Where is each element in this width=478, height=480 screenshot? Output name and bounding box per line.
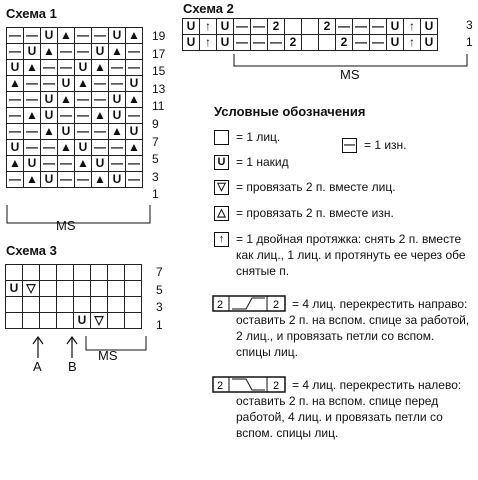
scheme1-cell: — <box>58 108 75 124</box>
scheme1-cell: U <box>7 140 24 156</box>
scheme3-cell <box>125 281 142 297</box>
scheme1-row <box>7 156 143 172</box>
scheme3-row-number: 7 <box>156 265 163 279</box>
k2tog-icon: ▽ <box>214 180 229 195</box>
scheme3-label-a: A <box>33 359 42 374</box>
scheme1-row <box>7 28 143 44</box>
scheme1-cell: ▲ <box>109 124 126 140</box>
scheme1-row-number: 3 <box>152 169 159 184</box>
scheme1-cell: U <box>75 60 92 76</box>
legend-k2tog: = провязать 2 п. вместе лиц. <box>236 180 396 194</box>
scheme2-cell: — <box>234 19 251 35</box>
scheme1-cell: ▲ <box>58 28 75 44</box>
scheme1-grid <box>6 27 143 188</box>
scheme3-ms-label: MS <box>98 348 118 363</box>
scheme2-row <box>183 35 438 51</box>
p2tog-icon: △ <box>214 206 229 221</box>
scheme1-cell: ▲ <box>24 60 41 76</box>
legend-double-decrease: = 1 двойная протяжка: снять 2 п. вместе как лиц., 1 лиц. и протянуть ее через обе снятые п. <box>236 232 466 278</box>
scheme2-cell: 2 <box>285 35 302 51</box>
scheme3-cell <box>23 297 40 313</box>
scheme3-cell <box>57 297 74 313</box>
scheme2-cell: U <box>183 35 200 51</box>
scheme2-cell: U <box>421 35 438 51</box>
scheme2-cell: — <box>353 35 370 51</box>
scheme2-cell: ↑ <box>404 19 421 35</box>
scheme1-row <box>7 172 143 188</box>
purl-stitch-icon: — <box>344 139 355 151</box>
scheme1-cell: — <box>24 124 41 140</box>
scheme1-cell: — <box>109 60 126 76</box>
scheme1-cell: U <box>92 44 109 60</box>
scheme2-cell: — <box>268 35 285 51</box>
scheme1-cell: — <box>7 44 24 60</box>
scheme1-cell: — <box>58 44 75 60</box>
scheme1-cell: — <box>75 172 92 188</box>
scheme1-cell: — <box>24 140 41 156</box>
scheme1-cell: — <box>75 92 92 108</box>
svg-text:2: 2 <box>273 299 280 311</box>
scheme1-cell: ▲ <box>7 156 24 172</box>
scheme3-title: Схема 3 <box>6 243 57 258</box>
scheme2-ms-label: MS <box>340 67 360 82</box>
legend-cable-right: = 4 лиц. перекрестить направо: оставить 2 п. на вспом. спице за работой, 2 лиц., и провязать петли со вспом. спицы лиц. <box>236 297 470 359</box>
scheme1-cell: — <box>126 108 143 124</box>
scheme2-cell: 2 <box>319 19 336 35</box>
scheme1-cell: — <box>126 44 143 60</box>
scheme3-cell <box>40 281 57 297</box>
scheme3-cell <box>108 265 125 281</box>
scheme1-cell: U <box>58 124 75 140</box>
scheme1-cell: U <box>41 92 58 108</box>
scheme2-cell <box>302 19 319 35</box>
scheme2-cell: U <box>217 35 234 51</box>
scheme2-cell <box>285 19 302 35</box>
scheme1-row-number: 19 <box>152 29 166 43</box>
scheme2-cell <box>302 35 319 51</box>
scheme3-cell: U <box>6 281 23 297</box>
scheme1-cell: ▲ <box>126 28 143 44</box>
scheme3-cell <box>91 297 108 313</box>
scheme2-cell: ↑ <box>200 19 217 35</box>
scheme2-cell: — <box>234 35 251 51</box>
scheme2-title: Схема 2 <box>183 1 234 16</box>
scheme1-cell: U <box>58 76 75 92</box>
scheme2-cell: U <box>183 19 200 35</box>
scheme2-cell: — <box>353 19 370 35</box>
scheme1-row-number: 13 <box>152 81 166 96</box>
scheme2-cell <box>319 35 336 51</box>
scheme3-cell <box>23 313 40 329</box>
scheme1-cell: — <box>75 124 92 140</box>
scheme1-cell: — <box>126 60 143 76</box>
scheme1-cell: ▲ <box>24 172 41 188</box>
scheme1-ms-bracket <box>6 205 156 235</box>
scheme1-cell: — <box>92 76 109 92</box>
scheme1-cell: — <box>109 76 126 92</box>
scheme2-cell: — <box>370 35 387 51</box>
scheme2-row-number: 1 <box>466 35 473 49</box>
scheme1-cell: U <box>24 156 41 172</box>
scheme3-row <box>6 265 142 281</box>
scheme1-cell: — <box>7 92 24 108</box>
scheme3-cell <box>125 313 142 329</box>
scheme2-cell: — <box>336 19 353 35</box>
scheme1-row <box>7 140 143 156</box>
scheme1-cell: — <box>7 124 24 140</box>
svg-text:2: 2 <box>217 380 224 392</box>
scheme2-cell: — <box>251 35 268 51</box>
scheme1-cell: — <box>92 92 109 108</box>
scheme1-row-number: 7 <box>152 134 159 149</box>
scheme1-cell: — <box>75 108 92 124</box>
scheme1-row <box>7 76 143 92</box>
scheme1-cell: U <box>24 44 41 60</box>
scheme2-cell: U <box>217 19 234 35</box>
scheme1-cell: — <box>41 60 58 76</box>
scheme2-cell: 2 <box>268 19 285 35</box>
scheme1-row <box>7 44 143 60</box>
scheme2-cell: 2 <box>336 35 353 51</box>
scheme3-cell <box>57 281 74 297</box>
scheme1-cell: ▲ <box>58 140 75 156</box>
scheme3-row-number: 5 <box>156 282 163 297</box>
scheme1-cell: U <box>41 108 58 124</box>
scheme1-cell: ▲ <box>58 92 75 108</box>
scheme1-cell: U <box>41 28 58 44</box>
scheme3-cell <box>108 313 125 329</box>
scheme3-label-b: B <box>68 359 77 374</box>
scheme2-row-number: 3 <box>466 18 473 32</box>
scheme2-cell: U <box>387 19 404 35</box>
scheme1-cell: — <box>24 92 41 108</box>
scheme1-cell: U <box>92 156 109 172</box>
scheme1-cell: — <box>75 28 92 44</box>
scheme1-cell: ▲ <box>92 60 109 76</box>
scheme1-cell: — <box>126 156 143 172</box>
scheme1-row-number: 17 <box>152 46 166 61</box>
scheme1-row <box>7 60 143 76</box>
scheme1-cell: — <box>7 108 24 124</box>
scheme1-cell: U <box>41 172 58 188</box>
scheme1-ms-label: MS <box>56 218 76 233</box>
scheme1-cell: ▲ <box>126 140 143 156</box>
scheme2-cell: ↑ <box>404 35 421 51</box>
scheme1-cell: ▲ <box>92 108 109 124</box>
svg-text:2: 2 <box>273 380 280 392</box>
scheme2-cell: — <box>370 19 387 35</box>
legend-knit: = 1 лиц. <box>236 130 281 144</box>
scheme1-cell: — <box>109 140 126 156</box>
scheme3-cell <box>91 281 108 297</box>
scheme3-cell <box>125 297 142 313</box>
scheme1-cell: ▲ <box>92 172 109 188</box>
scheme3-cell <box>57 313 74 329</box>
scheme3-row-number: 3 <box>156 300 163 314</box>
scheme3-cell: ▽ <box>91 313 108 329</box>
scheme3-row <box>6 313 142 329</box>
scheme1-cell: — <box>109 156 126 172</box>
scheme1-cell: — <box>41 140 58 156</box>
scheme1-cell: — <box>41 156 58 172</box>
scheme3-cell <box>23 265 40 281</box>
scheme3-cell <box>6 265 23 281</box>
scheme1-cell: — <box>92 28 109 44</box>
scheme1-row <box>7 108 143 124</box>
scheme1-cell: ▲ <box>75 76 92 92</box>
scheme3-grid <box>5 264 142 329</box>
scheme2-grid <box>182 18 438 51</box>
scheme1-cell: U <box>109 92 126 108</box>
scheme1-cell: — <box>92 140 109 156</box>
scheme1-row <box>7 124 143 140</box>
scheme1-row-number: 5 <box>152 152 159 167</box>
scheme3-row-number: 1 <box>156 317 163 332</box>
scheme1-cell: U <box>126 76 143 92</box>
scheme1-row-number: 9 <box>152 117 159 131</box>
scheme3-cell: U <box>74 313 91 329</box>
scheme1-cell: — <box>24 28 41 44</box>
scheme1-cell: ▲ <box>41 44 58 60</box>
scheme3-cell <box>91 265 108 281</box>
scheme1-cell: ▲ <box>24 108 41 124</box>
scheme1-cell: U <box>109 28 126 44</box>
double-decrease-icon: ↑ <box>214 232 229 247</box>
scheme2-cell: U <box>421 19 438 35</box>
scheme1-cell: — <box>92 124 109 140</box>
scheme1-cell: — <box>58 172 75 188</box>
scheme3-cell: ▽ <box>23 281 40 297</box>
scheme1-cell: — <box>58 156 75 172</box>
scheme1-row-number: 1 <box>152 187 159 202</box>
scheme1-cell: ▲ <box>126 92 143 108</box>
scheme2-row <box>183 19 438 35</box>
scheme1-cell: U <box>109 172 126 188</box>
scheme1-cell: ▲ <box>7 76 24 92</box>
scheme3-cell <box>74 297 91 313</box>
scheme2-cell: — <box>251 19 268 35</box>
scheme1-cell: ▲ <box>109 44 126 60</box>
scheme1-row-number: 15 <box>152 64 166 79</box>
legend-cable-left: = 4 лиц. перекрестить налево: оставить 2 п. на вспом. спице перед работой, 4 лиц. и провязать петли со вспом. спицы лиц. <box>236 378 462 440</box>
scheme3-cell <box>40 313 57 329</box>
scheme3-cell <box>40 265 57 281</box>
scheme1-cell: ▲ <box>41 124 58 140</box>
scheme3-cell <box>6 313 23 329</box>
scheme3-cell <box>74 265 91 281</box>
scheme1-cell: — <box>126 172 143 188</box>
scheme2-cell: U <box>387 35 404 51</box>
scheme3-row <box>6 281 142 297</box>
scheme1-cell: — <box>7 172 24 188</box>
legend-purl: = 1 изн. <box>364 138 407 152</box>
scheme1-row-number: 11 <box>152 99 165 114</box>
scheme3-cell <box>108 297 125 313</box>
scheme3-cell <box>57 265 74 281</box>
scheme1-cell: — <box>41 76 58 92</box>
scheme3-row <box>6 297 142 313</box>
scheme1-cell: ▲ <box>75 156 92 172</box>
scheme1-cell: — <box>58 60 75 76</box>
svg-text:2: 2 <box>217 299 224 311</box>
scheme3-cell <box>125 265 142 281</box>
scheme1-row <box>7 92 143 108</box>
scheme1-title: Схема 1 <box>6 6 57 21</box>
legend-title: Условные обозначения <box>214 104 366 119</box>
scheme3-cell <box>40 297 57 313</box>
yarn-over-icon: U <box>214 155 229 170</box>
scheme3-cell <box>74 281 91 297</box>
scheme1-cell: U <box>7 60 24 76</box>
legend-yarn-over: = 1 накид <box>236 155 289 169</box>
scheme1-cell: U <box>109 108 126 124</box>
scheme2-cell: ↑ <box>200 35 217 51</box>
scheme1-cell: — <box>24 76 41 92</box>
scheme3-cell <box>108 281 125 297</box>
scheme1-cell: — <box>7 28 24 44</box>
knit-stitch-icon <box>214 130 229 145</box>
scheme1-cell: U <box>75 140 92 156</box>
scheme3-cell <box>6 297 23 313</box>
scheme1-cell: — <box>75 44 92 60</box>
legend-p2tog: = провязать 2 п. вместе изн. <box>236 206 394 220</box>
scheme1-cell: U <box>126 124 143 140</box>
